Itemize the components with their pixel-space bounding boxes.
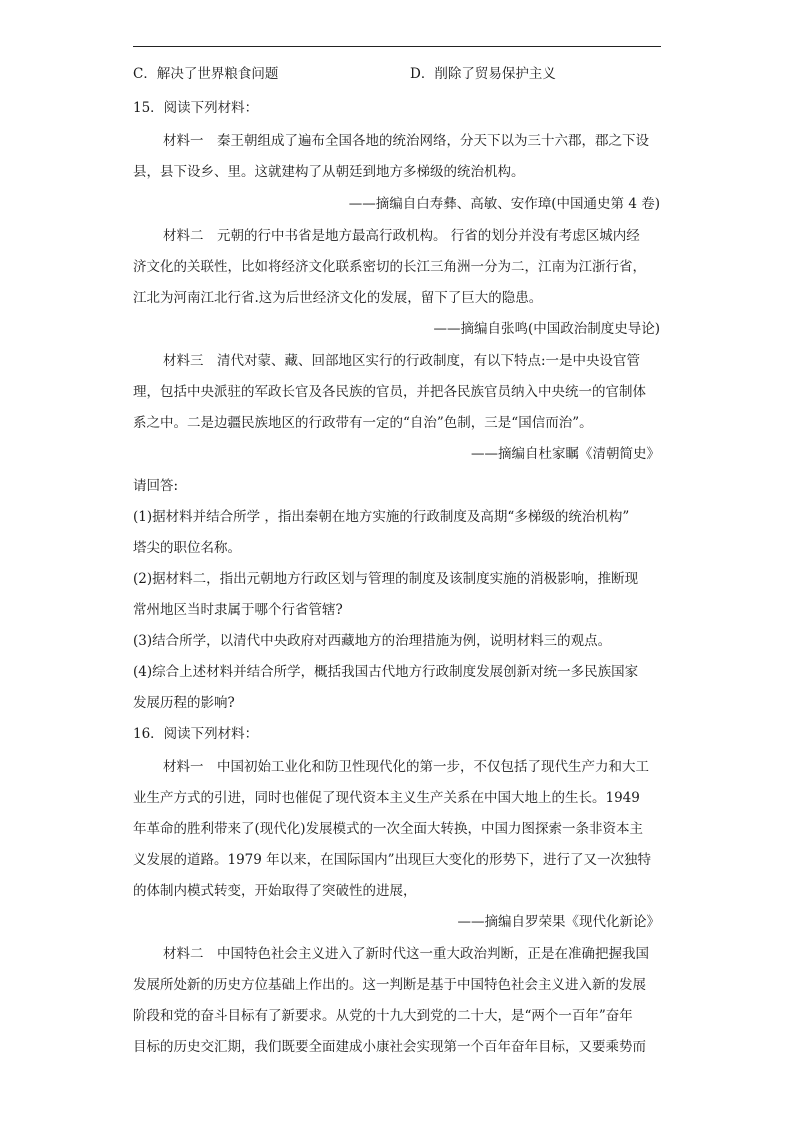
- q16-material-1-source: ——摘编自罗荣果《现代化新论》: [457, 914, 660, 930]
- q16-material-2-line: 材料二 中国特色社会主义进入了新时代这一重大政治判断，正是在准确把握我国: [163, 946, 649, 962]
- q15-material-2-line: 江北为河南江北行省.这为后世经济文化的发展，留下了巨大的隐患。: [133, 290, 543, 306]
- q15-prompt: 请回答:: [133, 478, 179, 494]
- q15-material-1-line: 材料一 秦王朝组成了遍布全国各地的统治网络，分天下以为三十六郡，郡之下设: [163, 133, 649, 149]
- q15-question-line: 塔尖的职位名称。: [133, 540, 241, 556]
- q16-material-2-line: 目标的历史交汇期，我们既要全面建成小康社会实现第一个百年奋年目标，又要乘势而: [133, 1039, 646, 1055]
- question-15-header: 15．阅读下列材料：: [133, 100, 259, 116]
- q16-material-1-line: 的体制内模式转变，开始取得了突破性的进展，: [133, 883, 417, 899]
- q15-material-3-source: ——摘编自杜家瞩《清朝简史》: [471, 446, 660, 462]
- q15-question-line: (2)据材料二，指出元朝地方行政区划与管理的制度及该制度实施的消极影响，推断现: [133, 571, 639, 587]
- q15-material-2-source: ——摘编自张鸣(中国政治制度史导论): [433, 321, 660, 337]
- q15-material-3-line: 理，包括中央派驻的军政长官及各民族的官员，并把各民族官员纳入中央统一的官制体: [133, 384, 646, 400]
- q15-question-line: (4)综合上述材料并结合所学，概括我国古代地方行政制度发展创新对统一多民族国家: [133, 664, 639, 680]
- q15-question-line: (3)结合所学，以清代中央政府对西藏地方的治理措施为例，说明材料三的观点。: [133, 633, 612, 649]
- q15-material-2-line: 材料二 元朝的行中书省是地方最高行政机构。 行省的划分并没有考虑区城内经: [163, 228, 640, 244]
- q15-material-3-line: 系之中。二是边疆民族地区的行政带有一定的“自治”色制，三是“国信而治”。: [133, 415, 593, 431]
- q16-material-1-line: 年革命的胜利带来了(现代化)发展模式的一次全面大转换，中国力图探索一条非资本主: [133, 821, 644, 837]
- q16-material-1-line: 材料一 中国初始工业化和防卫性现代化的第一步，不仅包括了现代生产力和大工: [163, 759, 649, 775]
- question-16-header: 16．阅读下列材料：: [133, 726, 259, 742]
- q16-material-1-line: 业生产方式的引进，同时也催促了现代资本主义生产关系在中国大地上的生长。1949: [133, 790, 640, 806]
- q16-material-1-line: 义发展的道路。1979 年以来，在国际国内”出现巨大变化的形势下，进行了又一次独特: [133, 852, 652, 868]
- q15-question-line: 常州地区当时隶属于哪个行省管辖?: [133, 602, 343, 618]
- header-rule: [133, 46, 661, 47]
- q16-material-2-line: 阶段和党的奋斗目标有了新要求。从党的十九大到党的二十大，是“两个一百年”奋年: [133, 1008, 633, 1024]
- q15-material-1-line: 县，县下设乡、里。这就建构了从朝廷到地方多梯级的统治机构。: [133, 164, 525, 180]
- q15-material-1-source: ——摘编自白寿彝、高敏、安作璋(中国通史第 4 卷): [348, 196, 660, 212]
- q15-question-line: 发展历程的影响?: [133, 695, 235, 711]
- q15-material-3-line: 材料三 清代对蒙、藏、回部地区实行的行政制度，有以下特点:一是中央设官管: [163, 353, 641, 369]
- option-d: D．削除了贸易保护主义: [410, 66, 556, 82]
- option-c: C．解决了世界粮食问题: [133, 66, 279, 82]
- q15-material-2-line: 济文化的关联性，比如将经济文化联系密切的长江三角洲一分为二，江南为江浙行省，: [133, 259, 646, 275]
- q15-question-line: (1)据材料并结合所学 ，指出秦朝在地方实施的行政制度及高期“多梯级的统治机构”: [133, 509, 630, 525]
- q16-material-2-line: 发展所处新的历史方位基础上作出的。这一判断是基于中国特色社会主义进入新的发展: [133, 977, 646, 993]
